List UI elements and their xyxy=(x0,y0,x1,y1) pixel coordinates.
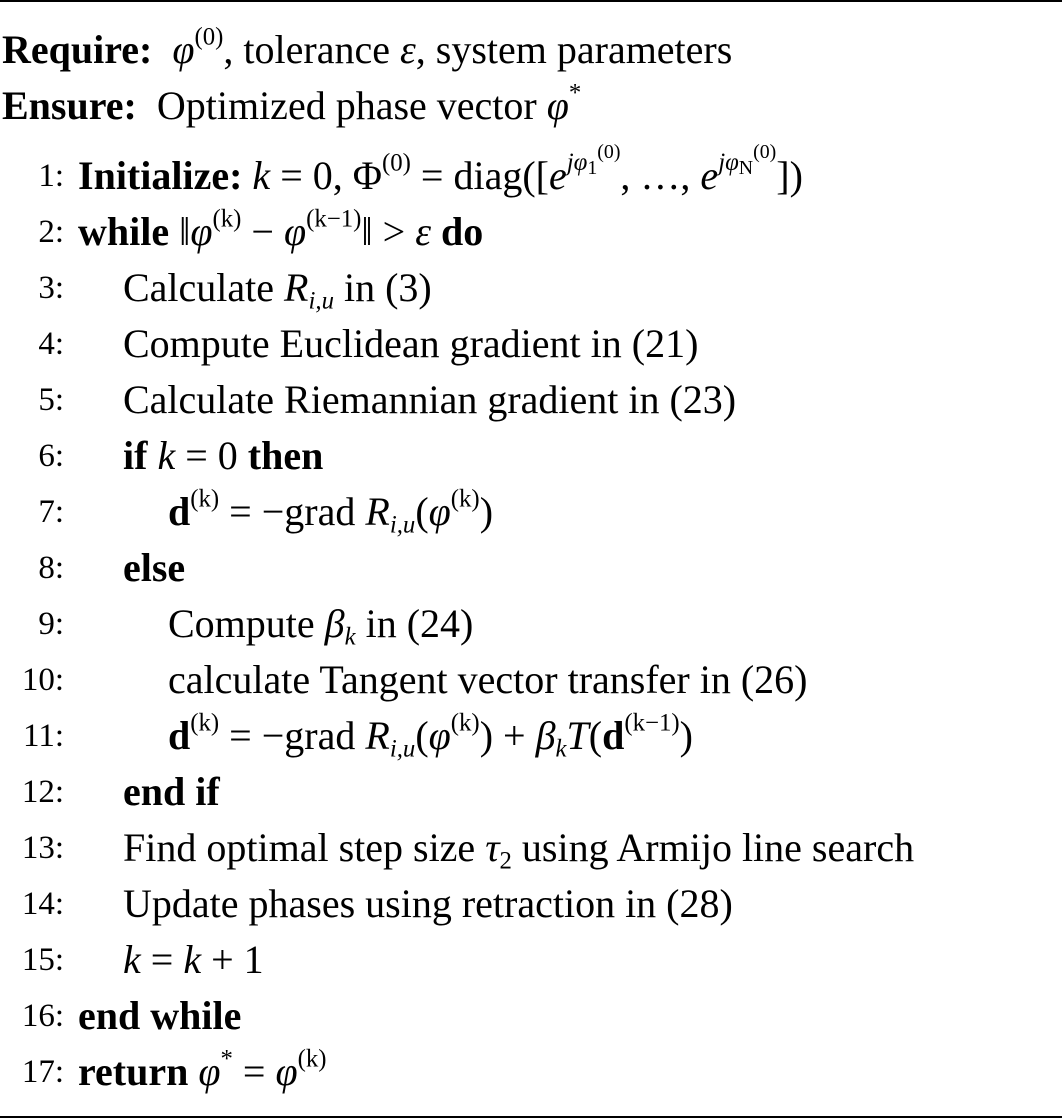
superscript: (k−1) xyxy=(624,709,680,737)
line-number: 10: xyxy=(21,662,64,698)
math-text: = diag([ xyxy=(410,153,549,198)
phi-symbol: φ xyxy=(190,209,213,254)
phi-symbol: φ xyxy=(573,149,588,177)
line-number: 7: xyxy=(38,494,64,530)
superscript: (k) xyxy=(212,205,242,233)
line-number: 6: xyxy=(38,438,64,474)
superscript: (k−1) xyxy=(306,205,362,233)
var-d: d xyxy=(168,489,191,534)
superscript: (0) xyxy=(194,23,224,51)
require-text: , tolerance xyxy=(223,27,400,72)
math-text: ]) xyxy=(776,153,803,198)
keyword: end while xyxy=(78,993,242,1038)
beta-symbol: β xyxy=(535,713,556,758)
phi-symbol: φ xyxy=(546,83,569,128)
superscript: (k) xyxy=(190,485,220,513)
var-T: T xyxy=(566,713,589,758)
phi-symbol: φ xyxy=(283,209,307,254)
line-text: calculate Tangent vector transfer in (26) xyxy=(168,657,808,702)
var-R: R xyxy=(365,489,390,534)
line-number: 3: xyxy=(38,270,64,306)
superscript: (0) xyxy=(753,141,777,164)
math-text: ) xyxy=(679,713,693,758)
phi-symbol: φ xyxy=(198,1049,221,1094)
epsilon-symbol: ε xyxy=(399,27,416,72)
math-text: = xyxy=(232,1049,276,1094)
keyword: if xyxy=(123,433,148,478)
var-k: k xyxy=(157,433,176,478)
line-number: 16: xyxy=(21,998,64,1034)
var-k: k xyxy=(123,937,141,982)
text: in (24) xyxy=(355,601,474,646)
text: using Armijo line search xyxy=(511,825,915,870)
ensure-text: Optimized phase vector xyxy=(156,83,547,128)
superscript: * xyxy=(568,79,582,107)
subscript: i,u xyxy=(389,735,416,763)
var-j: j xyxy=(566,149,574,177)
line-number: 11: xyxy=(23,718,64,754)
keyword: return xyxy=(78,1049,189,1094)
tau-symbol: τ xyxy=(485,825,500,870)
ensure-label: Ensure: xyxy=(2,83,137,128)
math-text: = 0, xyxy=(270,153,353,198)
superscript: (k) xyxy=(450,485,480,513)
var-e: e xyxy=(700,153,719,198)
keyword: Initialize: xyxy=(78,153,243,198)
line-number: 4: xyxy=(38,326,64,362)
text: Find optimal step size xyxy=(123,825,486,870)
line-number: 17: xyxy=(21,1054,64,1090)
superscript: * xyxy=(220,1045,233,1073)
math-text: ( xyxy=(415,489,429,534)
text: Compute xyxy=(168,601,325,646)
math-text: + 1 xyxy=(201,937,264,982)
Phi-symbol: Φ xyxy=(352,153,382,198)
line-number: 8: xyxy=(38,550,64,586)
epsilon-symbol: ε xyxy=(415,209,431,254)
subscript: 1 xyxy=(587,157,598,180)
norm-bar: ‖ xyxy=(179,209,191,254)
math-text: − xyxy=(241,209,284,254)
require-text: , system parameters xyxy=(415,27,733,72)
math-text: ) xyxy=(479,713,494,758)
superscript: (k) xyxy=(190,709,220,737)
norm-bar: ‖ xyxy=(361,209,373,254)
var-k: k xyxy=(183,937,202,982)
math-text: = xyxy=(140,937,184,982)
line-number: 5: xyxy=(38,382,64,418)
line-number: 1: xyxy=(38,158,64,194)
var-d: d xyxy=(602,713,625,758)
subscript: k xyxy=(555,735,567,763)
var-e: e xyxy=(549,153,567,198)
math-text: = 0 xyxy=(175,433,248,478)
phi-symbol: φ xyxy=(275,1049,298,1094)
var-R: R xyxy=(284,265,309,310)
phi-symbol: φ xyxy=(428,713,451,758)
math-text: ( xyxy=(415,713,429,758)
math-text: , …, xyxy=(620,153,701,198)
math-text: > xyxy=(372,209,416,254)
keyword: do xyxy=(440,209,484,254)
phi-symbol: φ xyxy=(725,149,739,177)
superscript: (k) xyxy=(450,709,480,737)
subscript: 2 xyxy=(499,847,512,875)
line-number: 12: xyxy=(21,774,64,810)
math-text: ( xyxy=(588,713,603,758)
phi-symbol: φ xyxy=(428,489,451,534)
var-R: R xyxy=(365,713,390,758)
superscript: (k) xyxy=(297,1045,327,1073)
superscript: (0) xyxy=(597,141,621,164)
exponent xyxy=(566,141,621,180)
line-number: 14: xyxy=(21,886,64,922)
line-number: 2: xyxy=(38,214,64,250)
line-number: 13: xyxy=(21,830,64,866)
var-d: d xyxy=(168,713,191,758)
keyword: then xyxy=(247,433,324,478)
line-text: Calculate Riemannian gradient in (23) xyxy=(123,377,737,422)
line-text: Update phases using retraction in (28) xyxy=(123,881,733,926)
math-text: + xyxy=(493,713,536,758)
line-text: Compute Euclidean gradient in (21) xyxy=(123,321,699,366)
subscript: N xyxy=(738,157,754,180)
beta-symbol: β xyxy=(324,601,345,646)
subscript: i,u xyxy=(389,511,416,539)
text: in (3) xyxy=(333,265,432,310)
keyword: end if xyxy=(123,769,220,814)
line-number: 9: xyxy=(38,606,64,642)
phi-symbol: φ xyxy=(172,27,195,72)
math-text: ) xyxy=(479,489,494,534)
text: Calculate xyxy=(123,265,285,310)
math-text: = −grad xyxy=(219,713,366,758)
subscript: i,u xyxy=(308,287,334,315)
exponent xyxy=(718,141,777,180)
superscript: (0) xyxy=(382,149,411,177)
keyword: while xyxy=(78,209,170,254)
var-k: k xyxy=(252,153,271,198)
subscript: k xyxy=(344,623,356,651)
math-text: = −grad xyxy=(219,489,366,534)
require-label: Require: xyxy=(2,27,153,72)
keyword: else xyxy=(123,545,186,590)
var-j: j xyxy=(718,149,726,177)
line-number: 15: xyxy=(21,942,64,978)
